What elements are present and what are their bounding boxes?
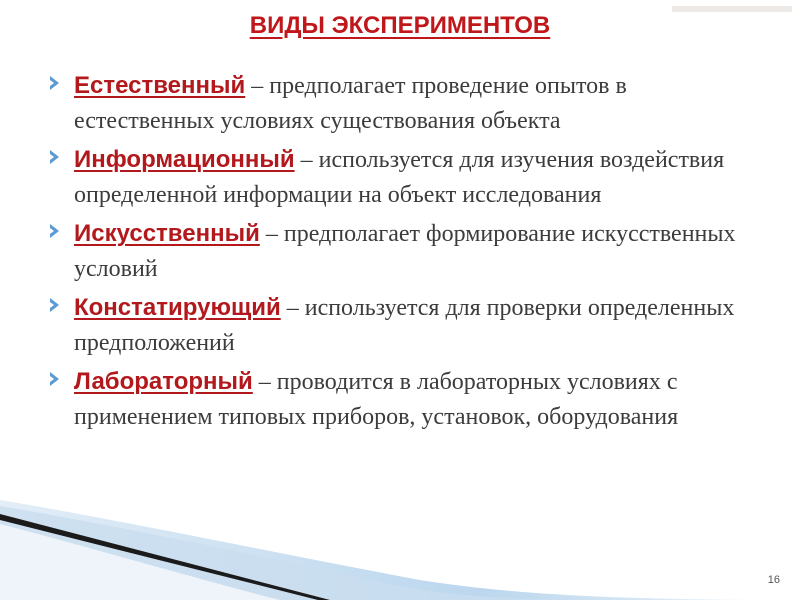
slide-title: [0, 8, 800, 44]
term-artificial: Искусственный: [74, 220, 260, 247]
term-natural: Естественный: [74, 72, 246, 99]
term-description: – проводится в лабораторных условиях с применением типовых приборов, установок, оборудования: [74, 369, 679, 430]
term-laboratory: Лабораторный: [74, 368, 253, 395]
arrow-bullet-icon: [50, 298, 59, 312]
term-description: – используется для изучения воздействия определенной информации на объект исследования: [74, 147, 725, 208]
term-informational: Информационный: [74, 146, 295, 173]
term-description: – предполагает формирование искусственных условий: [74, 221, 736, 282]
term-ascertaining: Констатирующий: [74, 294, 281, 321]
arrow-bullet-icon: [50, 76, 59, 90]
term-description: – предполагает проведение опытов в естественных условиях существования объекта: [74, 73, 627, 134]
term-description: – используется для проверки определенных предположений: [74, 295, 735, 356]
page-number: 16: [767, 574, 780, 586]
bottom-swoosh-decoration: [0, 500, 800, 600]
arrow-bullet-icon: [50, 224, 59, 238]
slide-title-text: ВИДЫ ЭКСПЕРИМЕНТОВ: [249, 12, 551, 39]
arrow-bullet-icon: [50, 150, 59, 164]
list-item: [50, 364, 770, 435]
list-item: [50, 142, 770, 213]
list-item: [50, 290, 770, 361]
list-item: [50, 68, 770, 139]
experiment-types-list: [50, 68, 770, 438]
arrow-bullet-icon: [50, 372, 59, 386]
list-item: [50, 216, 770, 287]
